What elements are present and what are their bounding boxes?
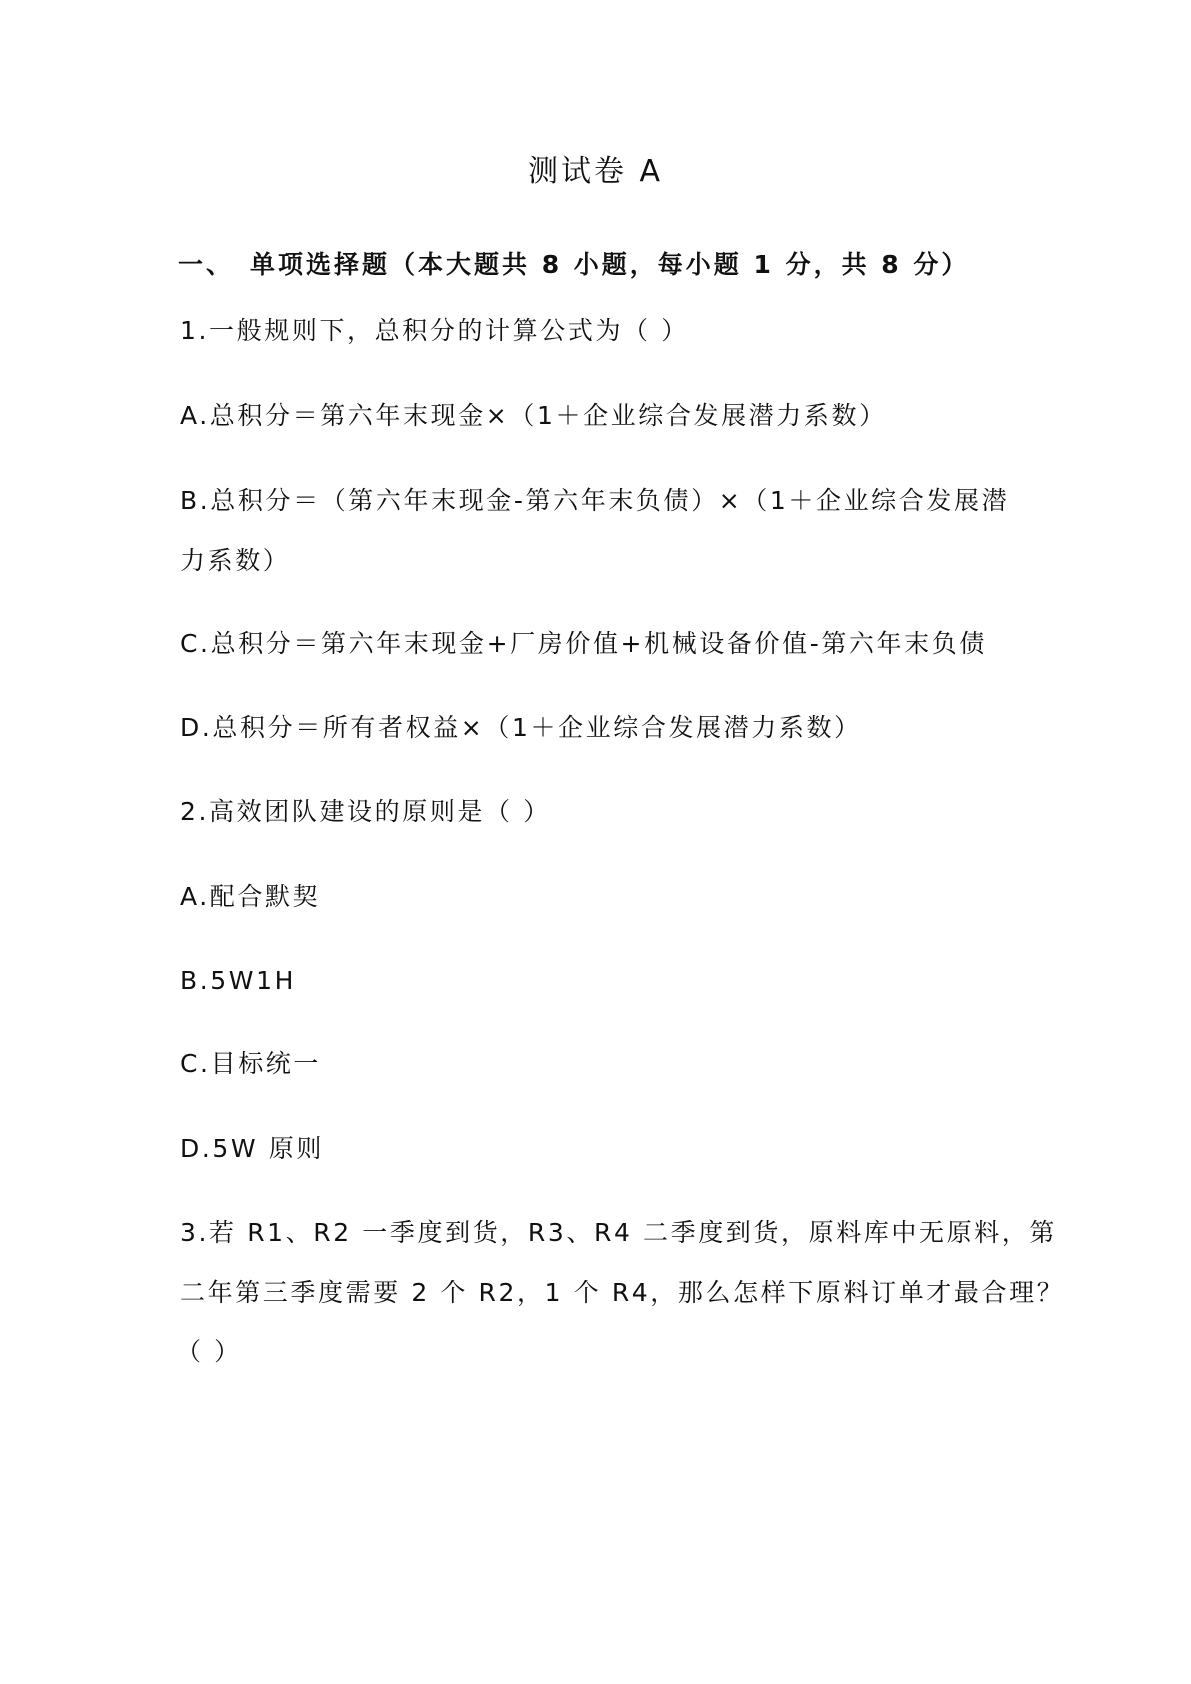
question-2-option-d: D.5W 原则 [180, 1134, 324, 1163]
question-2-option-c: C.目标统一 [180, 1049, 322, 1078]
section-heading [178, 247, 969, 283]
section-text: 单项选择题（本大题共 8 小题，每小题 1 分，共 8 分） [250, 250, 970, 279]
section-number: 一、 [178, 250, 235, 279]
question-1-option-b: B.总积分＝（第六年末现金-第六年末负债）×（1＋企业综合发展潜 [180, 486, 1010, 515]
question-1-option-d: D.总积分＝所有者权益×（1＋企业综合发展潜力系数） [180, 713, 862, 742]
question-1-stem: 1.一般规则下，总积分的计算公式为（ ） [180, 316, 689, 345]
question-1-option-c: C.总积分＝第六年末现金+厂房价值+机械设备价值-第六年末负债 [180, 629, 987, 658]
question-3-answer-blank: （ ） [176, 1337, 242, 1366]
question-2-stem: 2.高效团队建设的原则是（ ） [180, 797, 551, 826]
question-1-option-a: A.总积分＝第六年末现金×（1＋企业综合发展潜力系数） [180, 401, 887, 430]
question-2-option-b: B.5W1H [180, 966, 297, 995]
question-2-option-a: A.配合默契 [180, 882, 321, 911]
question-3-stem-line-1: 3.若 R1、R2 一季度到货，R3、R4 二季度到货，原料库中无原料，第 [180, 1218, 1058, 1247]
document-title: 测试卷 A [527, 154, 664, 189]
question-3-stem-line-2: 二年第三季度需要 2 个 R2，1 个 R4，那么怎样下原料订单才最合理？ [180, 1278, 1065, 1307]
question-1-option-b-continued: 力系数） [180, 546, 291, 575]
